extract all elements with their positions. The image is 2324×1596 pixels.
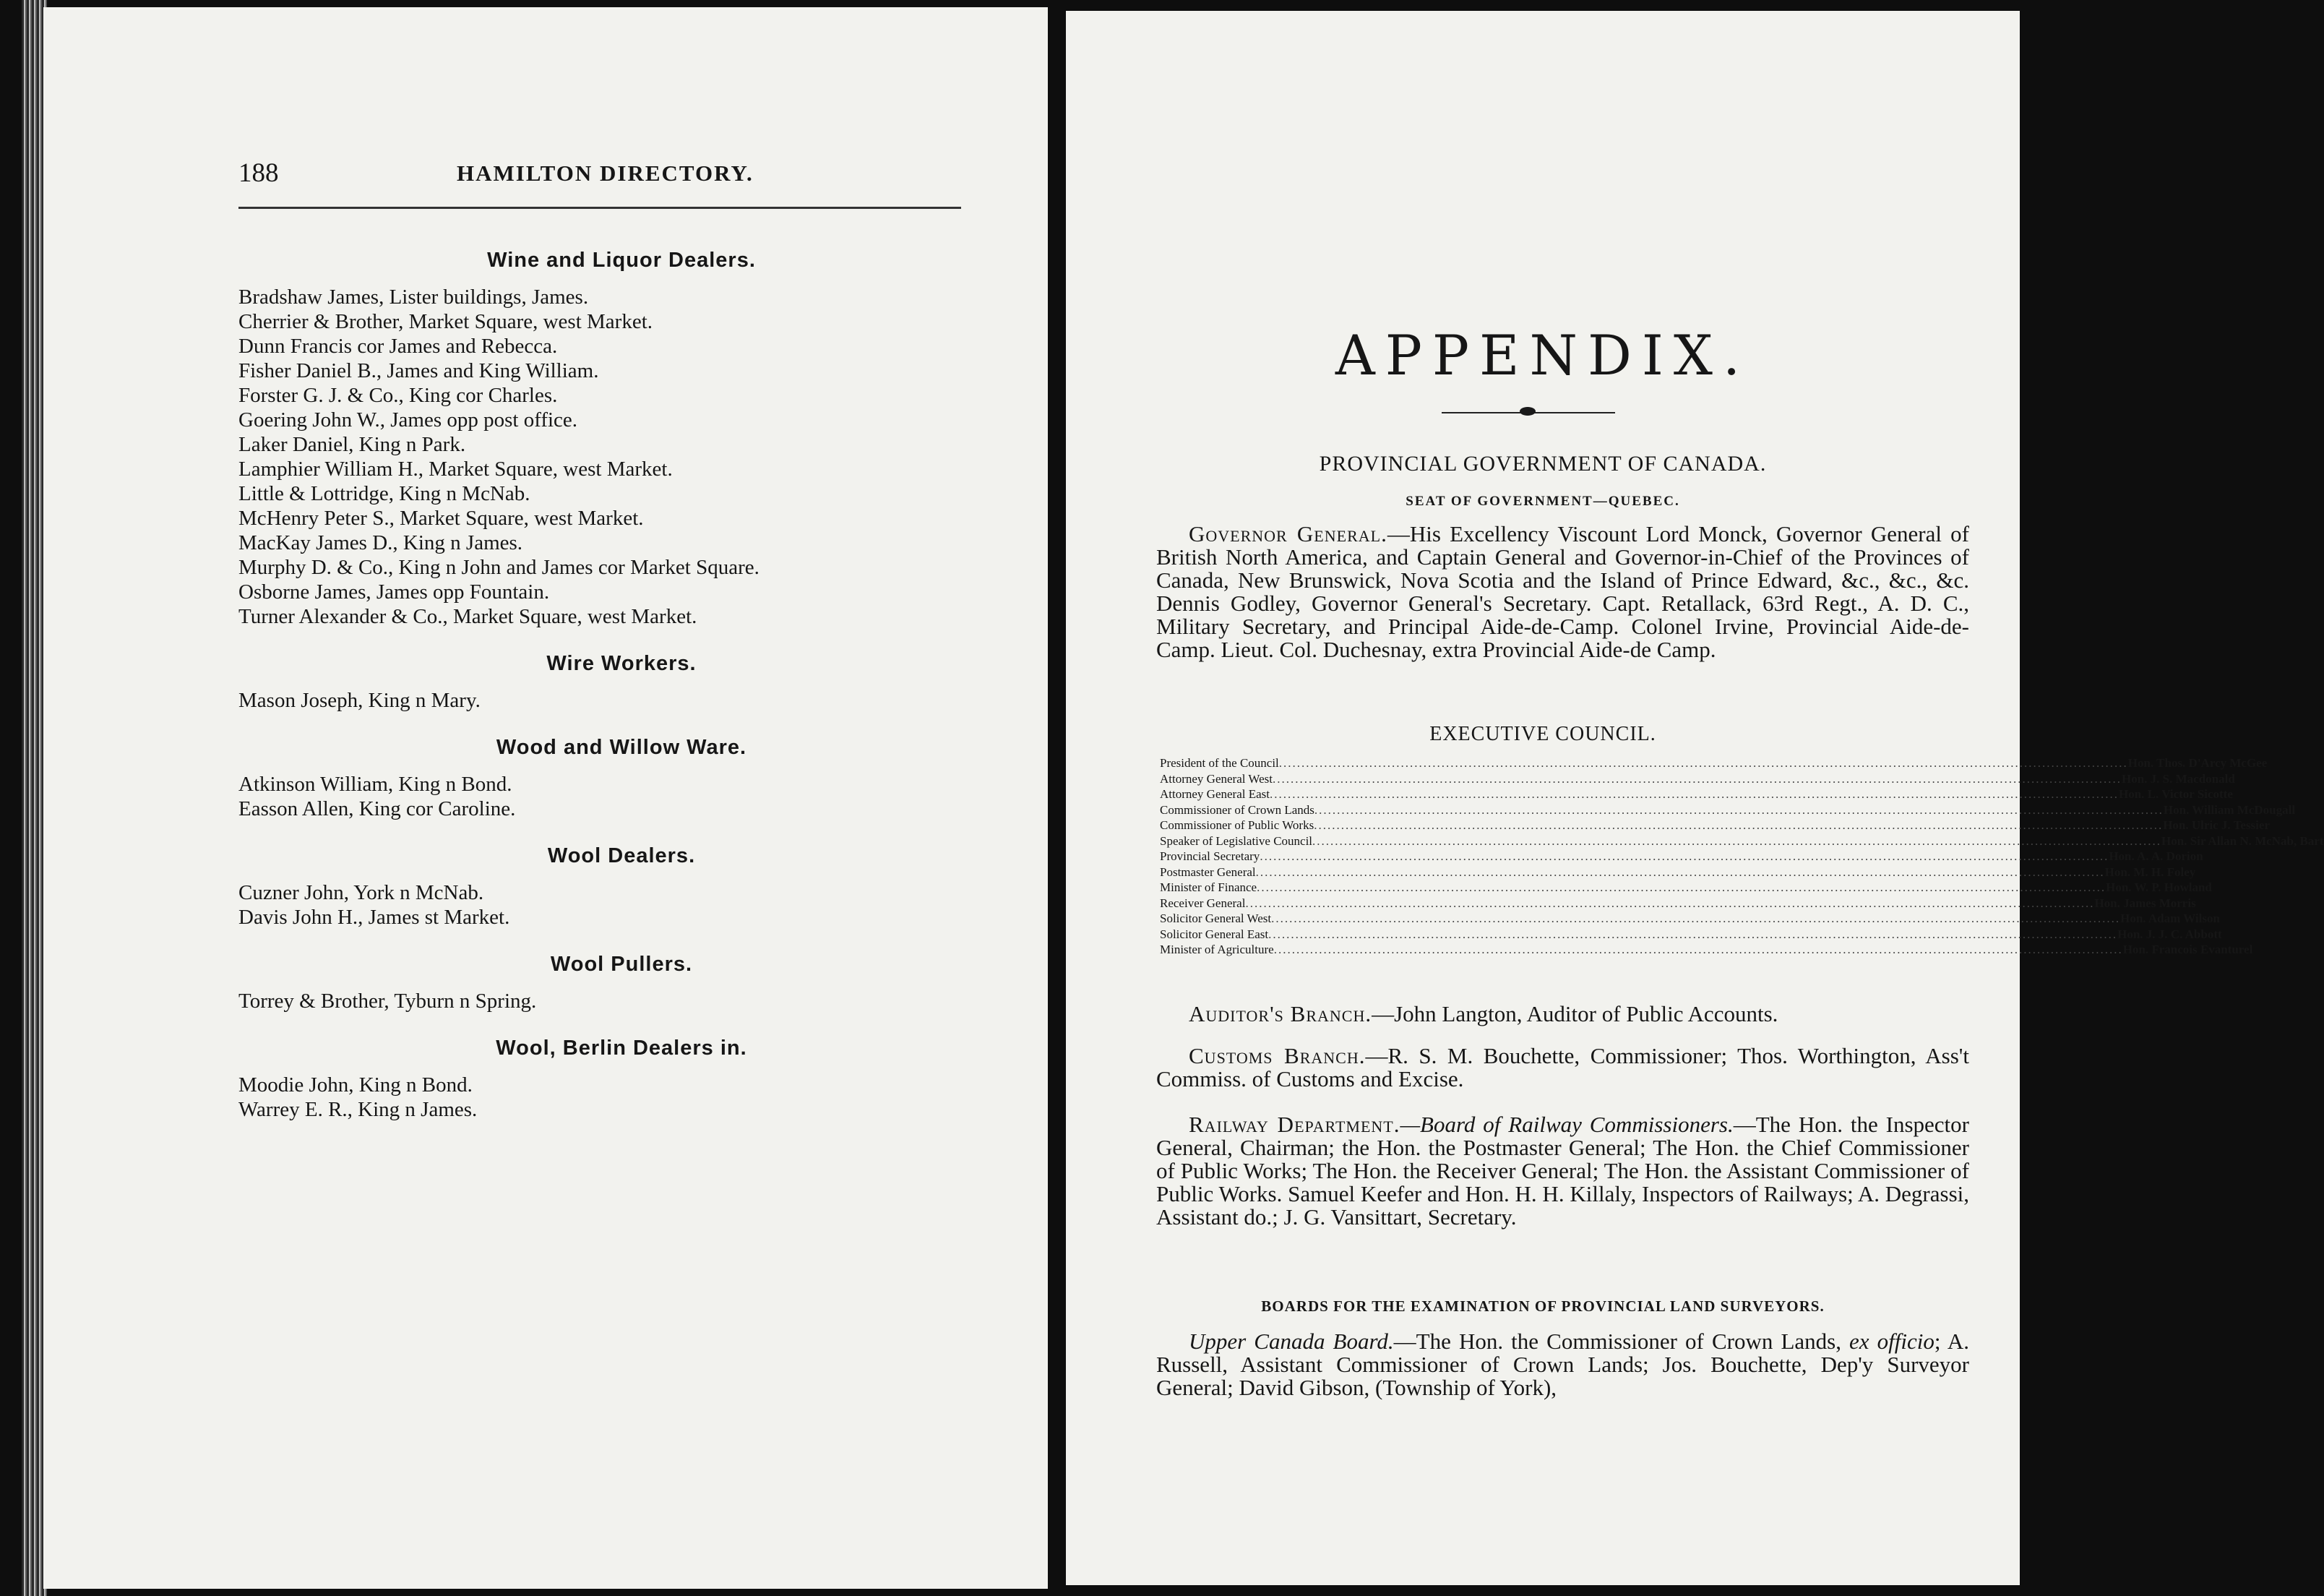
list-item: Forster G. J. & Co., King cor Charles. <box>238 384 558 407</box>
council-holder: Hon. M. H. Foley <box>2104 864 2196 879</box>
section-title: PROVINCIAL GOVERNMENT OF CANADA. <box>1319 452 1767 476</box>
list-item: Easson Allen, King cor Caroline. <box>238 797 516 820</box>
council-holder: Hon. L. Victor Sicotte <box>2119 787 2233 801</box>
list-item: Osborne James, James opp Fountain. <box>238 580 550 604</box>
council-role: Minister of Agriculture <box>1160 943 1274 956</box>
table-row: Solicitor General West ............................................................................................................................................................................................ Hon. Adam Wilson <box>1160 911 2220 925</box>
auditors-branch-paragraph <box>1156 1003 1969 1026</box>
list-item: Lamphier William H., Market Square, west Market. <box>238 458 673 481</box>
page-header <box>238 158 1004 198</box>
table-row: Commissioner of Crown Lands ............................................................................................................................................................................................ Hon. William McDougall <box>1160 802 2296 817</box>
left-page <box>43 7 1048 1589</box>
customs-branch-paragraph <box>1156 1044 1969 1091</box>
council-holder: Hon. William McDougall <box>2163 802 2296 817</box>
table-row: Attorney General West ............................................................................................................................................................................................ Hon. J. S. Macdonald <box>1160 771 2235 786</box>
table-row: Solicitor General East ............................................................................................................................................................................................ Hon. J. J. C. Abbott <box>1160 927 2222 941</box>
table-row: Postmaster General ............................................................................................................................................................................................ Hon. M. H. Foley <box>1160 864 2196 879</box>
upper-canada-board-paragraph <box>1156 1330 1969 1399</box>
entry-list <box>238 688 1004 713</box>
category-heading: Wood and Willow Ware. <box>496 736 747 759</box>
paragraph-lead: Auditor's Branch. <box>1189 1001 1372 1026</box>
executive-council-title: EXECUTIVE COUNCIL. <box>1429 723 1656 745</box>
list-item: Cuzner John, York n McNab. <box>238 881 484 904</box>
paragraph-italic: ex officio <box>1849 1329 1934 1354</box>
list-item: Goering John W., James opp post office. <box>238 408 578 432</box>
right-page <box>1066 11 2324 1585</box>
railway-department-paragraph <box>1156 1113 1969 1229</box>
table-row: Provincial Secretary ............................................................................................................................................................................................ Hon. A. A. Dorion <box>1160 849 2203 863</box>
seat-of-government: SEAT OF GOVERNMENT—QUEBEC. <box>1406 494 1680 509</box>
list-item: MacKay James D., King n James. <box>238 531 523 554</box>
council-holder: Hon. Adam Wilson <box>2120 911 2220 925</box>
council-role: Solicitor General West <box>1160 911 1272 925</box>
council-role: Postmaster General <box>1160 864 1256 879</box>
paragraph-lead: Customs Branch. <box>1189 1043 1366 1068</box>
header-rule <box>238 207 961 209</box>
paragraph-lead: Governor General. <box>1189 521 1387 546</box>
running-head: HAMILTON DIRECTORY. <box>457 160 754 186</box>
list-item: Little & Lottridge, King n McNab. <box>238 482 530 505</box>
table-row: Commissioner of Public Works ............................................................................................................................................................................................ Hon. Ulric J. Tessier <box>1160 818 2270 832</box>
list-item: Warrey E. R., King n James. <box>238 1098 478 1121</box>
ornament-dot <box>1520 407 1536 416</box>
category-heading: Wool, Berlin Dealers in. <box>496 1037 747 1060</box>
council-role: President of the Council <box>1160 756 1279 770</box>
directory-listing <box>238 246 1004 1122</box>
council-role: Minister of Finance <box>1160 880 1257 894</box>
category-heading: Wool Pullers. <box>550 953 693 976</box>
table-row: Receiver General ............................................................................................................................................................................................ Hon. James Morris <box>1160 896 2196 910</box>
list-item: Dunn Francis cor James and Rebecca. <box>238 335 558 358</box>
table-row: Minister of Agriculture ............................................................................................................................................................................................ Hon. Francois Evanturel <box>1160 943 2253 956</box>
list-item: Davis John H., James st Market. <box>238 906 510 929</box>
entry-list <box>238 772 1004 821</box>
council-holder: Hon. J. S. Macdonald <box>2122 771 2235 786</box>
paragraph-text: —John Langton, Auditor of Public Accounts. <box>1372 1001 1778 1026</box>
executive-council-list <box>1160 755 2324 958</box>
paragraph-text: —The Hon. the Commissioner of Crown Lands, <box>1393 1329 1850 1354</box>
council-holder: Hon. James Morris <box>2094 896 2196 910</box>
paragraph-text: ; A. Russell, Assistant Commissioner of Crown Lands; Jos. Bouchette, Dep'y Surveyor General; David Gibson, (Township of York), <box>1156 1329 1970 1400</box>
list-item: Mason Joseph, King n Mary. <box>238 689 481 712</box>
paragraph-italic: —Board of Railway Commissioners. <box>1400 1112 1734 1137</box>
table-row: Attorney General East ............................................................................................................................................................................................ Hon. L. Victor Sicotte <box>1160 787 2233 801</box>
appendix-title: APPENDIX. <box>1335 323 1751 387</box>
boards-heading: BOARDS FOR THE EXAMINATION OF PROVINCIAL LAND SURVEYORS. <box>1261 1297 1825 1315</box>
council-role: Speaker of Legislative Council <box>1160 833 1313 848</box>
list-item: Cherrier & Brother, Market Square, west Market. <box>238 310 653 333</box>
paragraph-italic: Upper Canada Board. <box>1189 1329 1394 1354</box>
entry-list <box>238 285 1004 629</box>
paragraph-text: —His Excellency Viscount Lord Monck, Governor General of British North America, and Captain General and Governor-in-Chief of the Provinces of Canada, New Brunswick, Nova Scotia and the Island of Prince Edward, &c., &c., &c. Dennis Godley, Governor General's Secretary. Capt. Retallack, 63rd Regt., A. D. C., Military Secretary, and Principal Aide-de-Camp. Colonel Irvine, Provincial Aide-de-Camp. Lieut. Col. Duchesnay, extra Provincial Aide-de Camp. <box>1156 521 1969 662</box>
entry-list <box>238 989 1004 1013</box>
entry-list <box>238 1073 1004 1122</box>
council-role: Receiver General <box>1160 896 1246 910</box>
list-item: Atkinson William, King n Bond. <box>238 773 512 796</box>
paragraph-lead: Railway Department. <box>1189 1112 1400 1137</box>
council-holder: Hon. J. J. C. Abbott <box>2117 927 2222 941</box>
table-row: Speaker of Legislative Council ............................................................................................................................................................................................ Hon. Sir Allan N. McNab, Bart <box>1160 833 2324 848</box>
category-heading: Wine and Liquor Dealers. <box>487 249 756 272</box>
list-item: Murphy D. & Co., King n John and James cor Market Square. <box>238 556 759 579</box>
council-holder: Hon. A. A. Dorion <box>2109 849 2203 863</box>
council-role: Commissioner of Public Works <box>1160 818 1314 832</box>
list-item: McHenry Peter S., Market Square, west Market. <box>238 507 644 530</box>
paragraph-text: —R. S. M. Bouchette, Commissioner; Thos. Worthington, Ass't Commiss. of Customs and Excise. <box>1156 1043 1970 1091</box>
list-item: Torrey & Brother, Tyburn n Spring. <box>238 990 537 1013</box>
table-row: President of the Council ............................................................................................................................................................................................ Hon. Thos. D'Arcy McGee <box>1160 756 2268 770</box>
council-holder: Hon. Ulric J. Tessier <box>2163 818 2270 832</box>
list-item: Laker Daniel, King n Park. <box>238 433 466 456</box>
council-holder: Hon. Francois Evanturel <box>2122 943 2253 956</box>
council-holder: Hon. Sir Allan N. McNab, Bart <box>2161 833 2324 848</box>
council-role: Provincial Secretary <box>1160 849 1260 863</box>
list-item: Fisher Daniel B., James and King William. <box>238 359 599 382</box>
council-role: Attorney General West <box>1160 771 1273 786</box>
table-row: Minister of Finance ............................................................................................................................................................................................ Hon. W. P. Howland <box>1160 880 2212 894</box>
category-heading: Wool Dealers. <box>547 844 696 867</box>
governor-general-paragraph <box>1156 523 1969 661</box>
council-role: Solicitor General East <box>1160 927 1269 941</box>
council-role: Commissioner of Crown Lands <box>1160 802 1314 817</box>
page-number: 188 <box>238 158 279 188</box>
category-heading: Wire Workers. <box>546 652 697 675</box>
list-item: Moodie John, King n Bond. <box>238 1073 473 1097</box>
paragraph-text: —The Hon. the Inspector General, Chairman; the Hon. the Postmaster General; The Hon. the Chief Commissioner of Public Works; The Hon. the Receiver General; The Hon. the Assistant Commissioner of Public Works. Samuel Keefer and Hon. H. H. Killaly, Inspectors of Railways; A. Degrassi, Assistant do.; J. G. Vansittart, Secretary. <box>1156 1112 1969 1230</box>
entry-list <box>238 880 1004 930</box>
council-holder: Hon. Thos. D'Arcy McGee <box>2127 756 2268 770</box>
council-holder: Hon. W. P. Howland <box>2106 880 2212 894</box>
council-role: Attorney General East <box>1160 787 1270 801</box>
list-item: Turner Alexander & Co., Market Square, west Market. <box>238 605 697 628</box>
list-item: Bradshaw James, Lister buildings, James. <box>238 286 589 309</box>
